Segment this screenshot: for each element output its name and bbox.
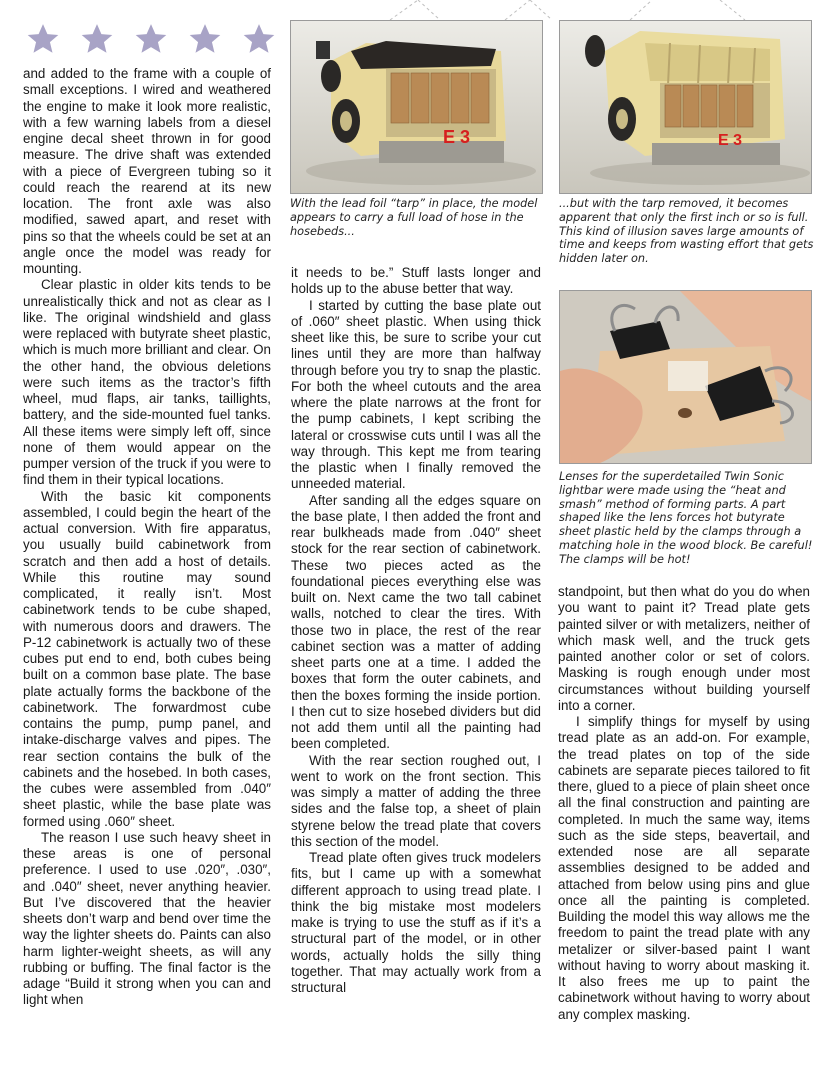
article-column-2 — [291, 265, 541, 996]
photo-truck-without-tarp — [559, 20, 812, 194]
truck-label: E 3 — [443, 127, 471, 147]
star-icon — [80, 22, 114, 56]
paragraph: standpoint, but then what do you do when you want to paint it? Tread plate gets painted silver or with metalizers, neither of which mask well, and the truck gets painted another color or set of colors. Masking is rough enough under most circumstances without building yourself into a corner. — [558, 584, 810, 713]
rating-stars — [26, 22, 286, 62]
star-icon — [188, 22, 222, 56]
paragraph: Clear plastic in older kits tends to be unrealistically thick and not as clear as I like. The original windshield and glass were replaced with butyrate sheet plastic, which is much more brilliant and clear. On the other hand, the obvious deletions were such items as the tractor’s fifth wheel, mud flaps, air tanks, taillights, battery, and the side-mounted fuel tanks. All these items were simply left off, since none of them would appear on the pumper version of the truck if you were to find them in their typical locations. — [23, 277, 271, 488]
photo-truck-with-tarp — [290, 20, 543, 194]
article-column-1 — [23, 66, 271, 1009]
paragraph: The reason I use such heavy sheet in these areas is one of personal preference. I used to use .020″, .030″, and .040″ sheet, never anything heavier. But I’ve discovered that the heavier sheets don’t warp and bend over time the way the lighter sheets do. Paints can also harm lighter-weight sheets, as will any rubbing or buffing. The final factor is the adage “Build it strong when you can and light when — [23, 829, 271, 1008]
star-icon — [134, 22, 168, 56]
star-icon — [242, 22, 276, 56]
paragraph: Tread plate often gives truck modelers fits, but I came up with a somewhat different approach to using tread plate. I think the big mistake most modelers make is trying to use the stuff as if it’s a structural part of the model, or in other words, actually holds the silly thing together. That may actually work from a structural — [291, 850, 541, 995]
decorative-dashed-lines — [290, 0, 833, 20]
paragraph: With the basic kit components assembled, I could begin the heart of the actual conversion. With fire apparatus, you usually build cabinetwork from scratch and then add a host of details. While this routine may sound complicated, it really isn’t. Most cabinetwork tends to be cube shaped, with numerous doors and drawers. The P-12 cabinetwork is actually two of these cubes put end to end, both cubes being built on a common base plate. The base plate actually forms the backbone of the cabinetwork. The forwardmost cube contains the pump, pump panel, and intake-discharge valves and pipes. The rear section contains the bulk of the cabinets and the hosebed. In both cases, the cubes were assembled from .040″ sheet plastic, while the base plate was formed using .060″ sheet. — [23, 488, 271, 829]
photo-caption: With the lead foil “tarp” in place, the model appears to carry a full load of hose in the hosebeds... — [290, 197, 538, 238]
star-icon — [26, 22, 60, 56]
paragraph: With the rear section roughed out, I went to work on the front section. This was simply a matter of adding the three sides and the false top, a sheet of plain styrene below the tread plate that covers this section of the model. — [291, 752, 541, 849]
photo-caption: ...but with the tarp removed, it becomes apparent that only the first inch or so is full. This kind of illusion saves large amounts of time and keeps from wasting effort that gets hidden later on. — [559, 197, 814, 266]
paragraph: I started by cutting the base plate out of .060″ sheet plastic. When using thick sheet like this, be sure to scribe your cut lines until they are more than halfway through before you try to snap the plastic. For both the wheel cutouts and the area where the plate narrows at the front for the pump cabinets, I kept scribing the lateral or crosswise cuts until I was all the way through. This kept me from tearing the plastic when I finally removed the unneeded material. — [291, 297, 541, 492]
photo-caption: Lenses for the superdetailed Twin Sonic lightbar were made using the “heat and smash” method of forming parts. A part shaped like the lens forces hot butyrate sheet plastic held by the clamps through a matching hole in the wood block. Be careful! The clamps will be hot! — [559, 470, 813, 566]
photo-lens-forming-clamps — [559, 290, 812, 464]
paragraph: it needs to be.” Stuff lasts longer and holds up to the abuse better that way. — [291, 265, 541, 297]
paragraph: I simplify things for myself by using tread plate as an add-on. For example, the tread plates on top of the side cabinets are separate pieces tailored to fit there, glued to a piece of plain sheet once all the final construction and painting are completed. In much the same way, items such as the side steps, beavertail, and extended nose are all separate assemblies designed to be added and attached from below using pins and glue once all the painting is completed. Building the model this way allows me the freedom to paint the tread plate with any metalizer or silver-based paint I want without having to worry about masking it. It also frees me up to paint the cabinetwork without having to worry about any complex masking. — [558, 714, 810, 1022]
paragraph: and added to the frame with a couple of small exceptions. I wired and weathered the engine to make it look more realistic, with a few warning labels from a diesel engine decal sheet thrown in for good measure. The drive shaft was extended with a piece of Evergreen tubing so it could reach the rearend at its new location. The front axle was also modified, sawed apart, and reset with pins so that the wheels could be set at an angle once the model was ready for mounting. — [23, 66, 271, 276]
article-column-3 — [558, 584, 810, 1023]
paragraph: After sanding all the edges square on the base plate, I then added the front and rear bulkheads made from .040″ sheet stock for the rear section of cabinetwork. These two pieces acted as the foundational pieces everything else was built on. Next came the two tall cabinet walls, notched to clear the tires. With those two in place, the rest of the rear cabinet section was a matter of adding sheet parts one at a time. I added the boxes that form the outer cabinets, and then the boxes forming the inside portion. I then cut to size hosebed dividers but did not add them until all the painting had been completed. — [291, 492, 541, 752]
truck-label: E 3 — [718, 132, 743, 149]
